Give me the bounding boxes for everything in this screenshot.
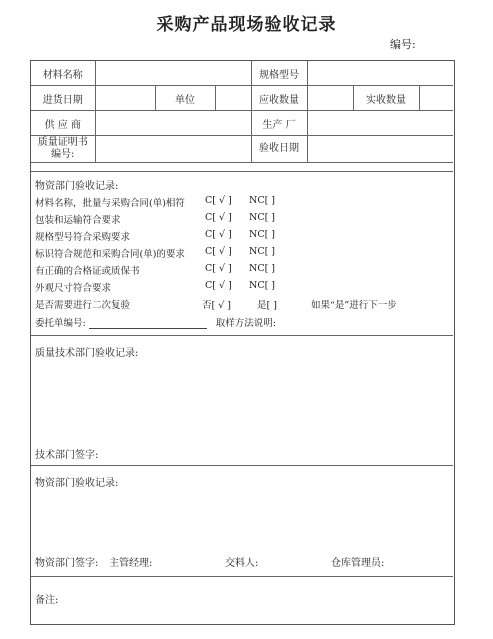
- info-table: [31, 61, 453, 163]
- check-row: [35, 212, 276, 226]
- check-row: [35, 195, 276, 209]
- supplier-label: 供 应 商: [31, 111, 95, 136]
- quality-cert-label: [31, 136, 95, 163]
- supplier-field[interactable]: [95, 111, 251, 136]
- inspection-date-label: 验收日期: [251, 136, 307, 163]
- remarks-section: [31, 576, 453, 624]
- check-item-text: 材料名称，批量与采购合同(单)相符: [35, 198, 185, 209]
- tech-signature-label: 技术部门签字:: [35, 450, 99, 461]
- check-item-text: 有正确的合格证或质保书: [35, 266, 140, 277]
- unit-field[interactable]: [215, 86, 251, 111]
- nonconform-checkbox[interactable]: NC[ ]: [249, 229, 276, 240]
- nonconform-checkbox[interactable]: NC[ ]: [249, 195, 276, 206]
- form-frame: [30, 60, 455, 625]
- check-item-text: 规格型号符合采购要求: [35, 232, 131, 243]
- serial-number-label: 编号:: [390, 38, 416, 51]
- check-item-text: 包装和运输符合要求: [35, 215, 121, 226]
- deliverer-label: 交料人:: [225, 558, 259, 569]
- conform-checkbox[interactable]: C[ √ ]: [205, 280, 232, 291]
- supervisor-label: 主管经理:: [109, 558, 153, 569]
- actual-qty-field[interactable]: [419, 86, 453, 111]
- materials-inspection-title: 物资部门验收记录:: [35, 181, 119, 192]
- material-name-label: 材料名称: [31, 61, 95, 86]
- unit-label: 单位: [155, 86, 215, 111]
- if-yes-note: 如果“是”进行下一步: [311, 300, 397, 311]
- yes-checkbox[interactable]: 是[ ]: [257, 300, 277, 311]
- material-name-field[interactable]: [95, 61, 251, 86]
- warehouse-keeper-label: 仓库管理员:: [331, 558, 385, 569]
- quality-cert-field[interactable]: [95, 136, 251, 163]
- due-qty-label: 应收数量: [251, 86, 307, 111]
- conform-checkbox[interactable]: C[ √ ]: [205, 263, 232, 274]
- no-checkbox[interactable]: 否[ √ ]: [202, 300, 232, 311]
- conform-checkbox[interactable]: C[ √ ]: [205, 229, 232, 240]
- quality-inspection-title: 质量技术部门验收记录:: [35, 348, 139, 359]
- remarks-label: 备注:: [35, 595, 59, 606]
- check-row: [35, 263, 276, 277]
- purchase-date-field[interactable]: [95, 86, 155, 111]
- conform-checkbox[interactable]: C[ √ ]: [205, 246, 232, 257]
- purchase-date-label: 进货日期: [31, 86, 95, 111]
- spec-model-field[interactable]: [307, 61, 453, 86]
- second-test-row: [35, 297, 397, 311]
- materials-inspection-section: [31, 171, 453, 335]
- check-row: [35, 246, 276, 260]
- form-title: 采购产品现场验收记录: [156, 15, 337, 35]
- nonconform-checkbox[interactable]: NC[ ]: [249, 280, 276, 291]
- actual-qty-label: 实收数量: [353, 86, 419, 111]
- check-item-text: 外观尺寸符合要求: [35, 283, 112, 294]
- materials-inspection-title-2: 物资部门验收记录:: [35, 478, 119, 489]
- materials-signature-label: 物资部门签字:: [35, 558, 99, 569]
- inspection-date-field[interactable]: [307, 136, 453, 163]
- manufacturer-label: 生产 厂: [251, 111, 307, 136]
- entrust-number-field[interactable]: [89, 319, 207, 329]
- nonconform-checkbox[interactable]: NC[ ]: [249, 212, 276, 223]
- conform-checkbox[interactable]: C[ √ ]: [205, 195, 232, 206]
- spec-model-label: 规格型号: [251, 61, 307, 86]
- check-item-text: 标识符合规范和采购合同(单)的要求: [35, 249, 185, 260]
- conform-checkbox[interactable]: C[ √ ]: [205, 212, 232, 223]
- manufacturer-field[interactable]: [307, 111, 453, 136]
- quality-cert-label-line1: 质量证明书: [37, 137, 88, 148]
- entrust-row: [35, 315, 276, 329]
- nonconform-checkbox[interactable]: NC[ ]: [249, 246, 276, 257]
- entrust-number-label: 委托单编号:: [35, 318, 86, 329]
- check-row: [35, 229, 276, 243]
- sampling-method-label: 取样方法说明:: [215, 318, 276, 329]
- due-qty-field[interactable]: [307, 86, 353, 111]
- nonconform-checkbox[interactable]: NC[ ]: [249, 263, 276, 274]
- check-row: [35, 280, 276, 294]
- quality-inspection-section: [31, 335, 453, 465]
- second-test-text: 是否需要进行二次复验: [35, 300, 131, 311]
- quality-cert-label-line2: 编号:: [51, 149, 75, 160]
- materials-inspection-section-2: [31, 465, 453, 576]
